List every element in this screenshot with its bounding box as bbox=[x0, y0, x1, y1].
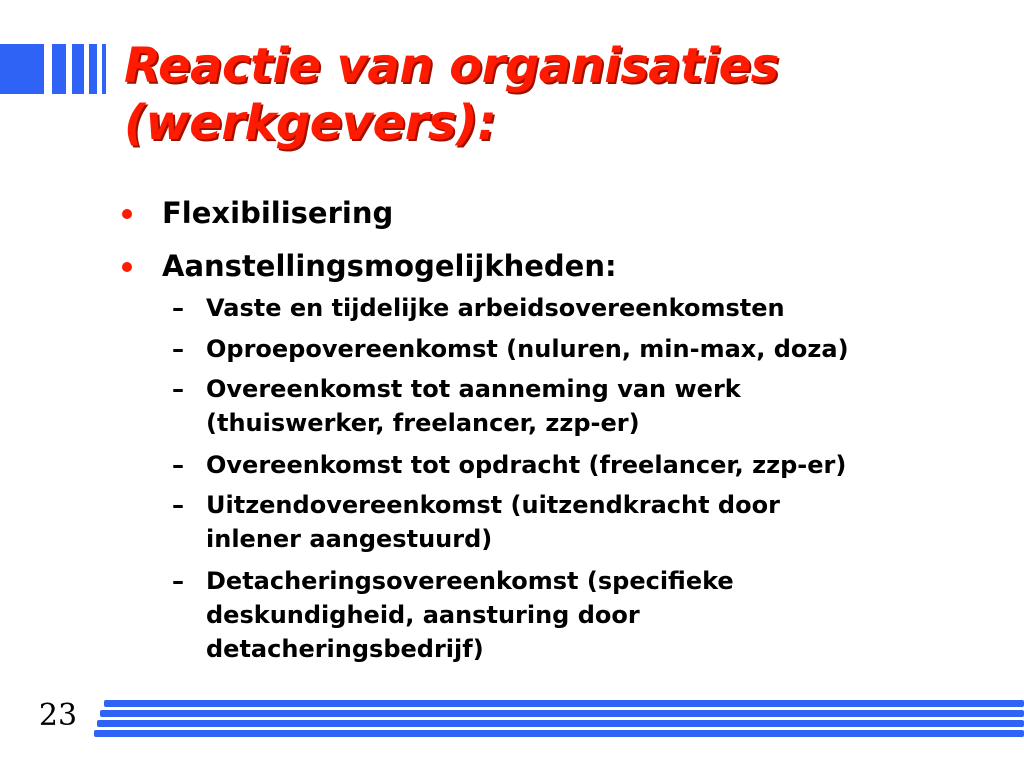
sub-bullet-text: Detacheringsovereenkomst (specifieke deskundigheid, aansturing door detacheringsbedrijf) bbox=[206, 567, 734, 663]
decorative-bar bbox=[102, 44, 106, 94]
decorative-bar bbox=[89, 44, 97, 94]
slide-title bbox=[124, 38, 1004, 152]
bullet-dot-icon bbox=[122, 209, 132, 219]
decorative-bar bbox=[104, 700, 1024, 707]
sub-bullet-text: Uitzendovereenkomst (uitzendkracht door inlener aangestuurd) bbox=[206, 491, 780, 553]
slide-title-line-2: (werkgevers): bbox=[124, 95, 497, 151]
sub-bullet-text: Overeenkomst tot aanneming van werk (thuiswerker, freelancer, zzp-er) bbox=[206, 375, 741, 437]
dash-marker: – bbox=[172, 491, 184, 519]
sub-bullet-item bbox=[172, 372, 972, 440]
decorative-bar bbox=[0, 44, 44, 94]
dash-marker: – bbox=[172, 294, 184, 322]
sub-bullet-text: Oproepovereenkomst (nuluren, min-max, doza) bbox=[206, 335, 849, 363]
decorative-bar bbox=[72, 44, 84, 94]
bullet-item bbox=[122, 196, 393, 230]
dash-marker: – bbox=[172, 375, 184, 403]
sub-bullet-item bbox=[172, 564, 972, 666]
sub-bullet-item bbox=[172, 291, 972, 325]
page-number: 23 bbox=[38, 698, 78, 733]
decorative-bar bbox=[100, 710, 1024, 717]
dash-marker: – bbox=[172, 451, 184, 479]
bullet-dot-icon bbox=[122, 262, 132, 272]
bullet-text: Flexibilisering bbox=[162, 196, 394, 230]
sub-bullet-item bbox=[172, 448, 972, 482]
decorative-bar bbox=[97, 720, 1024, 727]
sub-bullet-text: Vaste en tijdelijke arbeidsovereenkomsten bbox=[206, 294, 785, 322]
sub-bullet-text: Overeenkomst tot opdracht (freelancer, zzp-er) bbox=[206, 451, 847, 479]
slide-title-line-1: Reactie van organisaties bbox=[124, 38, 779, 94]
sub-bullet-item bbox=[172, 332, 972, 366]
decorative-bar bbox=[94, 730, 1024, 737]
sub-bullet-item bbox=[172, 488, 972, 556]
dash-marker: – bbox=[172, 335, 184, 363]
bottom-decorative-bars bbox=[94, 700, 1024, 740]
top-left-decorative-bars bbox=[0, 44, 106, 94]
decorative-bar bbox=[52, 44, 66, 94]
dash-marker: – bbox=[172, 567, 184, 595]
bullet-item bbox=[122, 249, 617, 283]
bullet-text: Aanstellingsmogelijkheden: bbox=[162, 249, 617, 283]
